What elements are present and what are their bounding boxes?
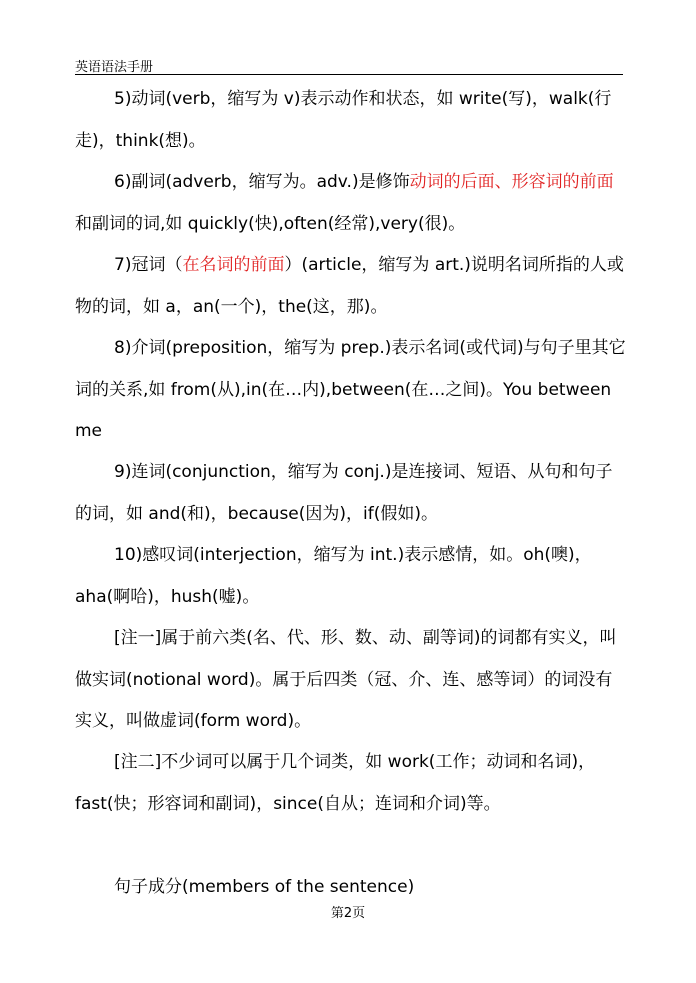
article-highlight: 在名词的前面 — [182, 255, 285, 275]
paragraph-interjection: 10)感叹词(interjection，缩写为 int.)表示感情，如。oh(噢)，aha(啊哈)，hush(嘘)。 — [75, 545, 592, 607]
adverb-highlight: 动词的后面、形容词的前面 — [409, 172, 614, 192]
paragraph-article — [75, 245, 627, 328]
paragraph-verb: 5)动词(verb，缩写为 v)表示动作和状态，如 write(写)，walk(行走)，think(想)。 — [75, 89, 612, 151]
paragraph-adverb — [75, 162, 627, 245]
page-number: 第2页 — [330, 906, 366, 921]
paragraph-note-two: [注二]不少词可以属于几个词类，如 work(工作；动词和名词)，fast(快；形容词和副词)，since(自从；连词和介词)等。 — [75, 752, 596, 814]
paragraph-conjunction: 9)连词(conjunction，缩写为 conj.)是连接词、短语、从句和句子的词，如 and(和)，because(因为)，if(假如)。 — [75, 462, 613, 524]
page-header — [75, 52, 623, 75]
header-title: 英语语法手册 — [75, 60, 154, 75]
paragraph-preposition: 8)介词(preposition，缩写为 prep.)表示名词(或代词)与句子里其它词的关系,如 from(从),in(在…内),between(在…之间)。You between me — [75, 338, 626, 441]
section-heading: 句子成分(members of the sentence) — [114, 877, 415, 897]
adverb-text-end: 和副词的词,如 quickly(快),often(经常),very(很)。 — [75, 213, 466, 234]
article-text-end: ）(article，缩写为 art.)说明名词所指的人或物的词，如 a，an(一个)，the(这，那)。 — [75, 255, 624, 317]
article-text-start: 7)冠词（ — [114, 255, 183, 275]
adverb-text-start: 6)副词(adverb，缩写为。adv.)是修饰 — [114, 172, 410, 192]
paragraph-note-one: [注一]属于前六类(名、代、形、数、动、副等词)的词都有实义，叫做实词(notional word)。属于后四类（冠、介、连、感等词）的词没有实义，叫做虚词(form word)。 — [75, 628, 617, 731]
